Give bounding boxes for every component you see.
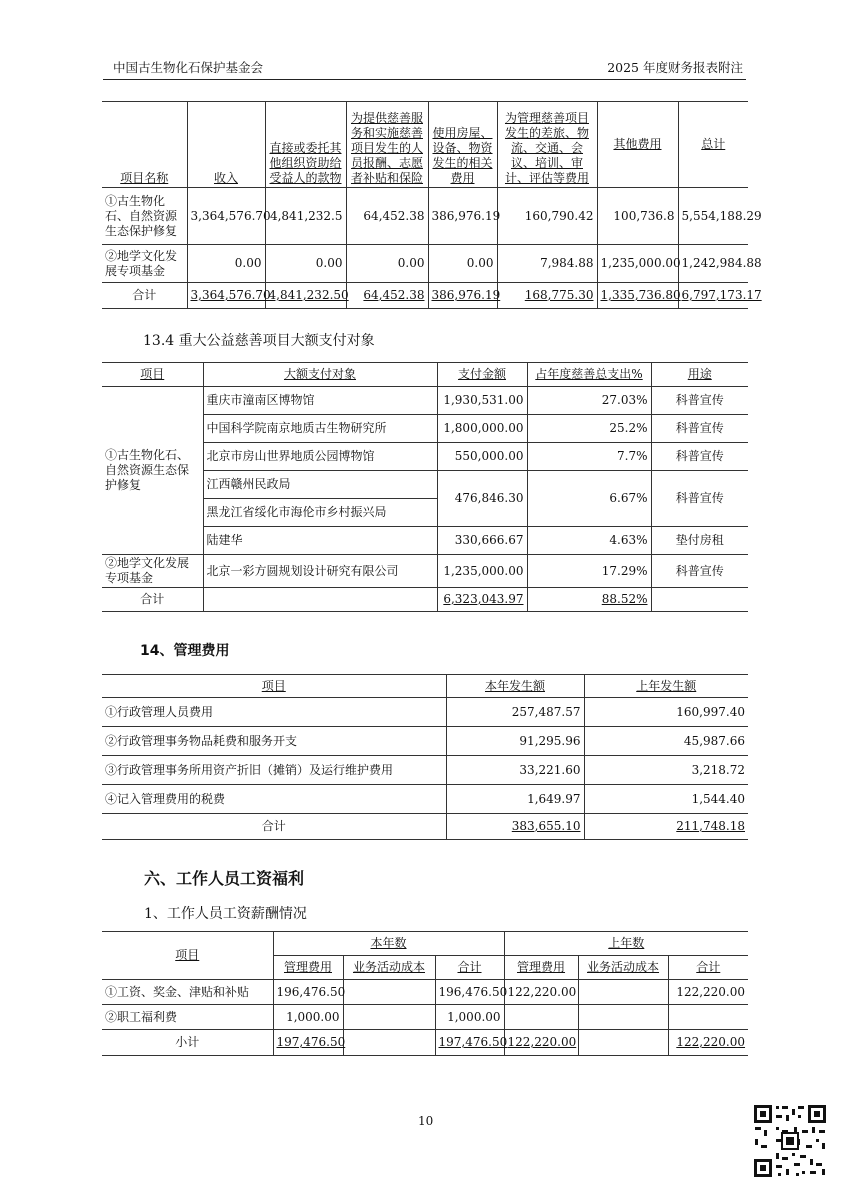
table-row: ②职工福利费 1,000.00 1,000.00 bbox=[102, 1005, 748, 1030]
project-expense-table bbox=[102, 101, 762, 309]
col-header-mgmt-prior: 管理费用 bbox=[504, 956, 578, 980]
table-row: ①工资、奖金、津贴和补贴 196,476.50 196,476.50 122,220.00 122,220.00 bbox=[102, 980, 748, 1005]
col-header-current-year: 本年发生额 bbox=[446, 675, 584, 698]
col-header-item: 项目 bbox=[102, 675, 446, 698]
table-row: 陆建华 330,666.67 4.63% 垫付房租 bbox=[102, 527, 748, 555]
col-header-amount: 支付金额 bbox=[437, 363, 527, 387]
col-header-management: 为管理慈善项目发生的差旅、物流、交通、会议、培训、审计、评估等费用 bbox=[497, 102, 597, 188]
table-row: ②行政管理事务物品耗费和服务开支 91,295.96 45,987.66 bbox=[102, 727, 748, 756]
table-row: ④记入管理费用的税费 1,649.97 1,544.40 bbox=[102, 785, 748, 814]
table-row: ①古生物化石、自然资源生态保护修复 重庆市潼南区博物馆 1,930,531.00 27.03% 科普宣传 bbox=[102, 387, 748, 415]
table-row: ②地学文化发展专项基金 0.00 0.00 0.00 0.00 7,984.88 1,235,000.00 1,242,984.88 bbox=[102, 245, 748, 283]
col-header-item: 项目 bbox=[102, 932, 273, 980]
col-header-recipient: 大额支付对象 bbox=[203, 363, 437, 387]
section-heading-13-4: 13.4 重大公益慈善项目大额支付对象 bbox=[143, 333, 375, 349]
management-expense-table bbox=[102, 674, 748, 840]
header-rule bbox=[103, 79, 746, 80]
project-cell: ②地学文化发展专项基金 bbox=[102, 555, 203, 588]
table-total-row: 合计 3,364,576.70 4,841,232.50 64,452.38 386,976.19 168,775.30 1,335,736.80 6,797,173.17 bbox=[102, 283, 748, 309]
col-header-income: 收入 bbox=[187, 102, 265, 188]
col-header-mgmt-current: 管理费用 bbox=[273, 956, 343, 980]
col-header-percentage: 占年度慈善总支出% bbox=[527, 363, 651, 387]
table-row: 江西赣州民政局 476,846.30 6.67% 科普宣传 bbox=[102, 471, 748, 499]
col-header-total-prior: 合计 bbox=[668, 956, 748, 980]
table-total-row: 合计 6,323,043.97 88.52% bbox=[102, 588, 748, 612]
col-header-business-prior: 业务活动成本 bbox=[578, 956, 668, 980]
col-header-project-name: 项目名称 bbox=[102, 102, 187, 188]
col-header-facilities: 使用房屋、设备、物资发生的相关费用 bbox=[428, 102, 497, 188]
col-header-prior-year: 上年发生额 bbox=[584, 675, 748, 698]
section-heading-6: 六、工作人员工资福利 bbox=[144, 869, 305, 888]
col-header-other: 其他费用 bbox=[597, 102, 678, 188]
table-row: 黑龙江省绥化市海伦市乡村振兴局 bbox=[102, 499, 748, 527]
header-organization: 中国古生物化石保护基金会 bbox=[113, 60, 264, 75]
large-payment-table bbox=[102, 362, 748, 612]
section-heading-6-1: 1、工作人员工资薪酬情况 bbox=[144, 906, 307, 922]
page-number: 10 bbox=[418, 1114, 434, 1128]
table-row: ③行政管理事务所用资产折旧（摊销）及运行维护费用 33,221.60 3,218.72 bbox=[102, 756, 748, 785]
col-header-total-current: 合计 bbox=[435, 956, 504, 980]
col-header-purpose: 用途 bbox=[651, 363, 748, 387]
col-header-business-current: 业务活动成本 bbox=[343, 956, 435, 980]
col-header-personnel: 为提供慈善服务和实施慈善项目发生的人员报酬、志愿者补贴和保险 bbox=[346, 102, 428, 188]
table-total-row: 小计 197,476.50 197,476.50 122,220.00 122,220.00 bbox=[102, 1030, 748, 1056]
section-heading-14: 14、管理费用 bbox=[140, 643, 230, 659]
table-total-row: 合计 383,655.10 211,748.18 bbox=[102, 814, 748, 840]
table-row: ②地学文化发展专项基金 北京一彩方圆规划设计研究有限公司 1,235,000.00 17.29% 科普宣传 bbox=[102, 555, 748, 588]
col-header-prior-year: 上年数 bbox=[504, 932, 748, 956]
project-cell: ①古生物化石、自然资源生态保护修复 bbox=[102, 387, 203, 555]
col-header-total: 总计 bbox=[678, 102, 748, 188]
table-row: 北京市房山世界地质公园博物馆 550,000.00 7.7% 科普宣传 bbox=[102, 443, 748, 471]
table-row: 中国科学院南京地质古生物研究所 1,800,000.00 25.2% 科普宣传 bbox=[102, 415, 748, 443]
col-header-project: 项目 bbox=[102, 363, 203, 387]
table-row: ①古生物化石、自然资源生态保护修复 3,364,576.70 4,841,232.5 64,452.38 386,976.19 160,790.42 100,736.8 5,554,188.29 bbox=[102, 188, 748, 245]
salary-table bbox=[102, 931, 748, 1056]
table-row: ①行政管理人员费用 257,487.57 160,997.40 bbox=[102, 698, 748, 727]
qr-code-icon bbox=[752, 1103, 828, 1179]
header-document-title: 2025 年度财务报表附注 bbox=[607, 60, 743, 75]
col-header-current-year: 本年数 bbox=[273, 932, 504, 956]
col-header-grants: 直接或委托其他组织资助给受益人的款物 bbox=[265, 102, 346, 188]
